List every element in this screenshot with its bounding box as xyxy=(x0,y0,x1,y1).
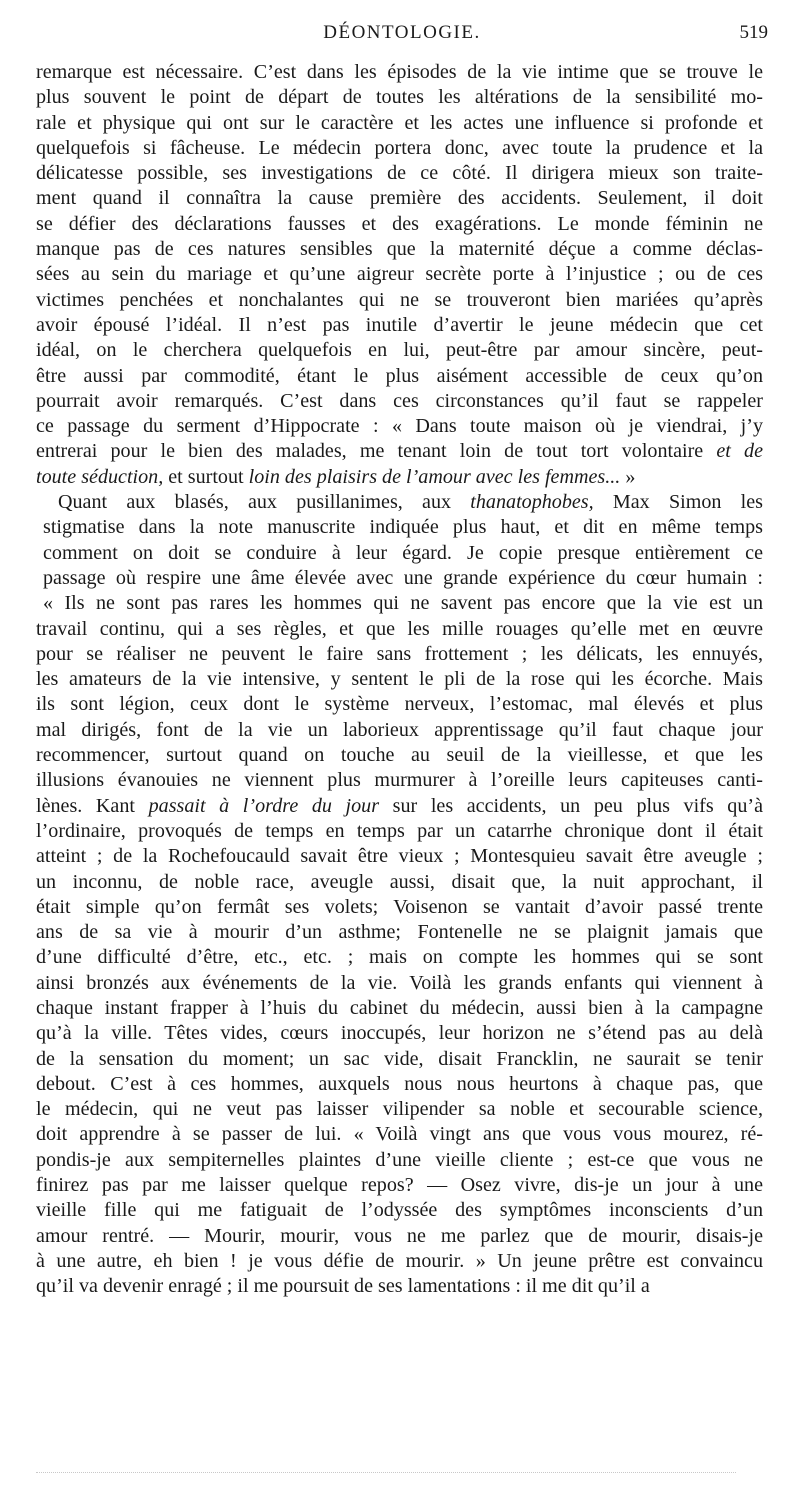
italic-text: loin des plaisirs de l’amour avec les femmes... xyxy=(248,465,621,488)
text-line xyxy=(36,136,763,161)
text-line xyxy=(36,465,763,490)
text-line xyxy=(36,971,763,996)
text-run: entrerai pour le bien des malades, me tenant loin de tout tort volontaire xyxy=(36,440,717,463)
text-line xyxy=(36,212,763,237)
page-number: 519 xyxy=(739,22,768,43)
text-line xyxy=(36,692,763,717)
text-run: ainsi bronzés aux événements de la vie. Voilà les grands enfants qui viennent à xyxy=(36,971,763,994)
text-run: finirez pas par me laisser quelque repos? — Osez vivre, dis-je un jour à une xyxy=(36,1174,763,1197)
text-line xyxy=(36,1249,763,1274)
text-line xyxy=(36,1198,763,1223)
text-run: travail continu, qui a ses règles, et que les mille rouages qu’elle met en œuvre xyxy=(36,617,763,640)
text-line xyxy=(36,996,763,1021)
text-run: comment on doit se conduire à leur égard. Je copie presque entièrement ce xyxy=(43,541,763,564)
text-line xyxy=(36,768,763,793)
text-line xyxy=(36,743,763,768)
text-run: vieille fille qui me fatiguait de l’odyssée des symptômes inconscients d’un xyxy=(36,1199,763,1222)
text-line xyxy=(36,1274,763,1299)
text-line xyxy=(36,819,763,844)
text-run: amour rentré. — Mourir, mourir, vous ne me parlez que de mourir, disais-je xyxy=(36,1224,763,1247)
italic-text: et de xyxy=(716,440,763,463)
text-line xyxy=(36,237,763,262)
text-line xyxy=(36,945,763,970)
text-run: et surtout xyxy=(163,465,249,488)
text-line xyxy=(36,85,763,110)
text-run: rale et physique qui ont sur le caractère et les actes une influence si profonde et xyxy=(36,111,763,134)
text-run: illusions évanouies ne viennent plus murmurer à l’oreille leurs capiteuses canti- xyxy=(36,769,763,792)
text-line xyxy=(36,920,763,945)
text-run: quelquefois si fâcheuse. Le médecin portera donc, avec toute la prudence et la xyxy=(36,136,763,159)
running-title: DÉONTOLOGIE. xyxy=(323,22,481,43)
text-run: Max Simon les xyxy=(593,491,763,514)
text-line xyxy=(36,541,763,566)
text-line xyxy=(36,844,763,869)
text-line xyxy=(36,1122,763,1147)
text-run: avoir épousé l’idéal. Il n’est pas inutile d’avertir le jeune médecin que cet xyxy=(36,313,763,336)
text-line xyxy=(36,642,763,667)
text-line xyxy=(36,364,763,389)
text-line xyxy=(36,414,763,439)
text-run: » xyxy=(620,465,636,488)
text-line xyxy=(36,1173,763,1198)
text-line xyxy=(36,1047,763,1072)
italic-text: thanatophobes, xyxy=(470,491,594,514)
text-run: être aussi par commodité, étant le plus aisément accessible de ceux qu’on xyxy=(36,364,763,387)
text-line xyxy=(36,490,763,515)
text-run: stigmatise dans la note manuscrite indiquée plus haut, et dit en même temps xyxy=(43,516,763,539)
text-run: de la sensation du moment; un sac vide, disait Francklin, ne saurait se tenir xyxy=(36,1047,763,1070)
text-line xyxy=(36,1097,763,1122)
text-line xyxy=(36,617,763,642)
text-run: ce passage du serment d’Hippocrate : « Dans toute maison où je viendrai, j’y xyxy=(36,415,763,438)
text-run: était simple qu’on fermât ses volets; Voisenon se vantait d’avoir passé trente xyxy=(36,895,763,918)
text-line xyxy=(36,1148,763,1173)
text-line xyxy=(36,566,763,591)
text-run: victimes penchées et nonchalantes qui ne se trouveront bien mariées qu’après xyxy=(36,288,763,311)
text-line xyxy=(36,161,763,186)
text-run: les amateurs de la vie intensive, y sentent le pli de la rose qui les écorche. Mais xyxy=(36,668,763,691)
text-run: délicatesse possible, ses investigations de ce côté. Il dirigera mieux son traite- xyxy=(36,162,763,185)
text-run: ment quand il connaîtra la cause première des accidents. Seulement, il doit xyxy=(36,187,763,210)
text-run: qu’il va devenir enragé ; il me poursuit de ses lamentations : il me dit qu’il a xyxy=(36,1275,650,1298)
text-line xyxy=(36,667,763,692)
text-run: chaque instant frapper à l’huis du cabinet du médecin, aussi bien à la campagne xyxy=(36,996,763,1019)
text-line xyxy=(36,338,763,363)
text-line xyxy=(36,111,763,136)
italic-text: toute séduction, xyxy=(36,465,164,488)
text-run: pondis-je aux sempiternelles plaintes d’une vieille cliente ; est-ce que vous ne xyxy=(36,1148,763,1171)
body-text xyxy=(36,60,763,1300)
text-run: ils sont légion, ceux dont le système nerveux, l’estomac, mal élevés et plus xyxy=(36,693,763,716)
text-run: idéal, on le cherchera quelquefois en lui, peut-être par amour sincère, peut- xyxy=(36,339,763,362)
text-run: passage où respire une âme élevée avec une grande expérience du cœur humain : xyxy=(43,566,763,589)
text-run: ans de sa vie à mourir d’un asthme; Fontenelle ne se plaignit jamais que xyxy=(36,921,763,944)
text-run: à une autre, eh bien ! je vous défie de mourir. » Un jeune prêtre est convaincu xyxy=(36,1249,763,1272)
text-run: qu’à la ville. Têtes vides, cœurs inoccupés, leur horizon ne s’étend pas au delà xyxy=(36,1022,763,1045)
text-run: manque pas de ces natures sensibles que la maternité déçue a comme déclas- xyxy=(36,238,763,261)
text-line xyxy=(36,389,763,414)
text-run: d’une difficulté d’être, etc., etc. ; mais on compte les hommes qui se sont xyxy=(36,946,763,969)
text-line xyxy=(36,439,763,464)
text-run: Quant aux blasés, aux pusillanimes, aux xyxy=(58,491,471,514)
text-line xyxy=(36,1072,763,1097)
text-run: sur les accidents, un peu plus vifs qu’à xyxy=(379,794,763,817)
text-line xyxy=(36,591,763,616)
text-run: plus souvent le point de départ de toutes les altérations de la sensibilité mo- xyxy=(36,86,763,109)
text-line xyxy=(36,262,763,287)
text-run: lènes. Kant xyxy=(36,794,149,817)
text-line xyxy=(36,718,763,743)
text-line xyxy=(36,895,763,920)
text-run: mal dirigés, font de la vie un laborieux apprentissage qu’il faut chaque jour xyxy=(36,718,763,741)
text-line xyxy=(36,186,763,211)
text-run: l’ordinaire, provoqués de temps en temps par un catarrhe chronique dont il était xyxy=(36,819,763,842)
text-run: doit apprendre à se passer de lui. « Voilà vingt ans que vous vous mourez, ré- xyxy=(36,1123,763,1146)
text-run: un inconnu, de noble race, aveugle aussi, disait que, la nuit approchant, il xyxy=(36,870,763,893)
text-run: pour se réaliser ne peuvent le faire sans frottement ; les délicats, les ennuyés, xyxy=(36,642,763,665)
text-line xyxy=(36,794,763,819)
text-line xyxy=(36,515,763,540)
text-line xyxy=(36,1224,763,1249)
text-run: « Ils ne sont pas rares les hommes qui ne savent pas encore que la vie est un xyxy=(43,592,763,615)
text-run: pourrait avoir remarqués. C’est dans ces circonstances qu’il faut se rappeler xyxy=(36,389,763,412)
text-line xyxy=(36,60,763,85)
text-run: recommencer, surtout quand on touche au seuil de la vieillesse, et que les xyxy=(36,744,763,767)
bottom-margin-rule xyxy=(36,1472,736,1473)
italic-text: passait à l’ordre du jour xyxy=(148,794,380,817)
text-run: debout. C’est à ces hommes, auxquels nous nous heurtons à chaque pas, que xyxy=(36,1072,763,1095)
text-run: atteint ; de la Rochefoucauld savait être vieux ; Montesquieu savait être aveugle ; xyxy=(36,845,763,868)
text-line xyxy=(36,1021,763,1046)
text-line xyxy=(36,288,763,313)
text-run: remarque est nécessaire. C’est dans les épisodes de la vie intime que se trouve le xyxy=(36,61,763,83)
text-line xyxy=(36,313,763,338)
text-run: se défier des déclarations fausses et des exagérations. Le monde féminin ne xyxy=(36,212,763,235)
text-run: sées au sein du mariage et qu’une aigreur secrète porte à l’injustice ; ou de ces xyxy=(36,263,763,286)
text-line xyxy=(36,870,763,895)
page-header xyxy=(36,22,768,48)
text-run: le médecin, qui ne veut pas laisser vilipender sa noble et secourable science, xyxy=(36,1098,763,1121)
